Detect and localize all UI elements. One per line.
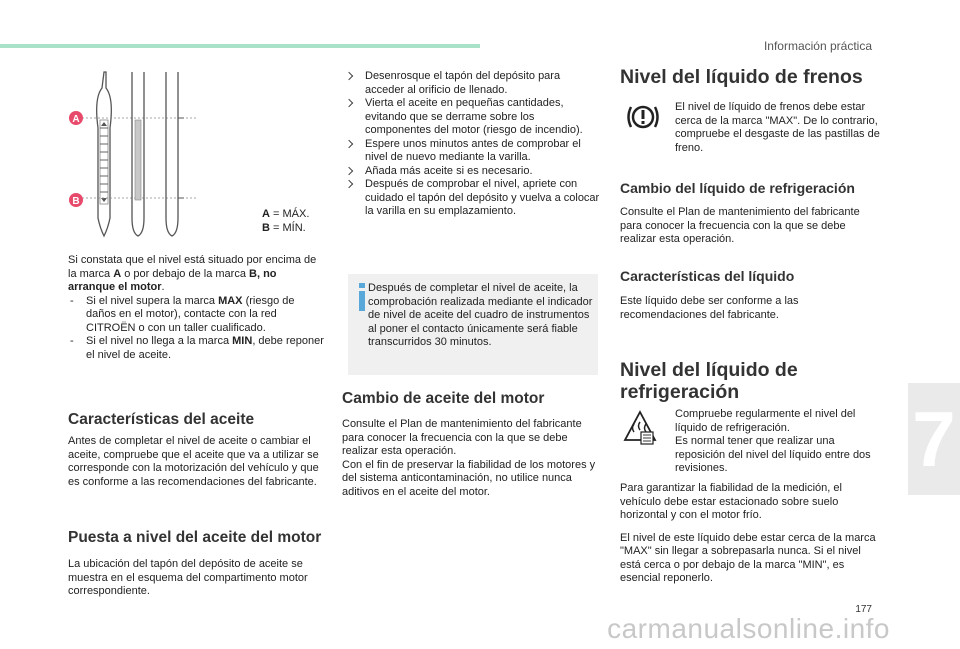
oil-specs-text: Antes de completar el nivel de aceite o cambiar el aceite, compruebe que el aceite que va a utilizar se corresponde con la motorización del vehículo y que es conforme a las recomendaciones del fabricante. bbox=[68, 435, 319, 488]
marker-a: A bbox=[72, 114, 80, 125]
info-icon bbox=[356, 283, 368, 311]
step-item: Desenrosque el tapón del depósito para acceder al orificio de llenado. bbox=[342, 70, 600, 97]
fluid-specs-title: Características del líquido bbox=[620, 268, 795, 284]
page-number: 177 bbox=[855, 604, 872, 615]
fluid-specs-text: Este líquido debe ser conforme a las recomendaciones del fabricante. bbox=[620, 295, 799, 321]
oil-change-text-1: Consulte el Plan de mantenimiento del fabricante para conocer la frecuencia con la que se debe realizar esta operación. bbox=[342, 418, 582, 457]
chapter-number: 7 bbox=[912, 395, 956, 483]
marker-b: B bbox=[72, 196, 80, 207]
legend-b-key: B bbox=[262, 221, 270, 234]
oil-specs-title: Características del aceite bbox=[68, 411, 255, 428]
oil-specs-section bbox=[68, 411, 326, 489]
coolant-level-title-line1: Nivel del líquido de bbox=[620, 359, 798, 381]
step-item: Espere unos minutos antes de comprobar el nivel de nuevo mediante la varilla. bbox=[342, 138, 600, 165]
coolant-text-3: Para garantizar la fiabilidad de la medición, el vehículo debe estar estacionado sobre suelo horizontal y con el motor frío. bbox=[620, 482, 842, 521]
step-item: Después de comprobar el nivel, apriete con cuidado el tapón del depósito y vuelva a colocar la varilla en su emplazamiento. bbox=[342, 178, 600, 219]
coolant-change-text: Consulte el Plan de mantenimiento del fabricante para conocer la frecuencia con la que se debe realizar esta operación. bbox=[620, 206, 860, 245]
header-accent-bar bbox=[0, 44, 480, 48]
dipstick-illustration bbox=[66, 68, 256, 248]
oil-topup-section bbox=[68, 529, 326, 599]
oil-change-section bbox=[342, 390, 600, 499]
coolant-text-4: El nivel de este líquido debe estar cerca de la marca "MAX" sin llegar a sobrepasarla nunca. Si el nivel está cerca o por debajo de la marca "MIN", es esencial reponerlo. bbox=[620, 531, 876, 584]
step-item: Vierta el aceite en pequeñas cantidades, evitando que se derrame sobre los componentes del motor (riesgo de incendio). bbox=[342, 97, 600, 138]
coolant-text-2: Es normal tener que realizar una reposición del nivel del líquido entre dos revisiones. bbox=[675, 435, 871, 474]
brake-warning-icon bbox=[625, 101, 661, 138]
intro-paragraph: Si constata que el nivel está situado por encima de la marca A o por debajo de la marca B, no arranque el motor. bbox=[68, 254, 317, 293]
coolant-text-1: Compruebe regularmente el nivel del líquido de refrigeración. bbox=[675, 408, 856, 434]
oil-change-text-2: Con el fin de preservar la fiabilidad de los motores y del sistema anticontaminación, no utilice nunca aditivos en el aceite del motor. bbox=[342, 458, 596, 498]
dipstick-legend bbox=[262, 208, 309, 235]
section-header: Información práctica bbox=[763, 39, 872, 53]
legend-a-key: A bbox=[262, 208, 270, 220]
oil-level-intro bbox=[68, 254, 326, 362]
brake-fluid-text: El nivel de líquido de frenos debe estar cerca de la marca "MAX". De lo contrario, compruebe el desgaste de las pastillas de freno. bbox=[675, 101, 880, 154]
dipstick-figure bbox=[66, 68, 326, 248]
brake-fluid-section bbox=[620, 66, 882, 88]
coolant-level-section bbox=[620, 359, 882, 403]
dash-item-min: - Si el nivel no llega a la marca MIN, debe reponer el nivel de aceite. bbox=[68, 335, 326, 362]
coolant-level-title-line2: refrigeración bbox=[620, 381, 740, 403]
info-box bbox=[348, 274, 598, 375]
coolant-level-text-top bbox=[675, 408, 885, 476]
oil-change-title: Cambio de aceite del motor bbox=[342, 390, 545, 407]
dash-item-max: - Si el nivel supera la marca MAX (riesgo de daños en el motor), contacte con la red CITROËN o con un taller cualificado. bbox=[68, 295, 326, 336]
coolant-change-title: Cambio del líquido de refrigeración bbox=[620, 180, 855, 196]
coolant-level-text-bottom bbox=[620, 482, 882, 586]
fluid-specs-section bbox=[620, 268, 882, 322]
step-item: Añada más aceite si es necesario. bbox=[342, 165, 600, 179]
watermark: carmanualsonline.info bbox=[607, 613, 890, 644]
oil-topup-text: La ubicación del tapón del depósito de aceite se muestra en el esquema del compartimento motor correspondiente. bbox=[68, 558, 308, 597]
brake-fluid-title: Nivel del líquido de frenos bbox=[620, 66, 863, 88]
coolant-change-section bbox=[620, 180, 882, 247]
legend-a-value: = MÁX. bbox=[269, 208, 310, 220]
legend-b-value: = MÍN. bbox=[269, 221, 306, 234]
info-text: Después de completar el nivel de aceite, la comprobación realizada mediante el indicador de nivel de aceite del cuadro de instrumentos al poner el contacto únicamente será fiable transcurridos 30 minutos. bbox=[368, 282, 593, 348]
chapter-tab bbox=[908, 383, 960, 495]
hot-coolant-warning-icon bbox=[622, 408, 658, 451]
oil-topup-title: Puesta a nivel del aceite del motor bbox=[68, 529, 322, 546]
topup-steps bbox=[342, 70, 600, 219]
